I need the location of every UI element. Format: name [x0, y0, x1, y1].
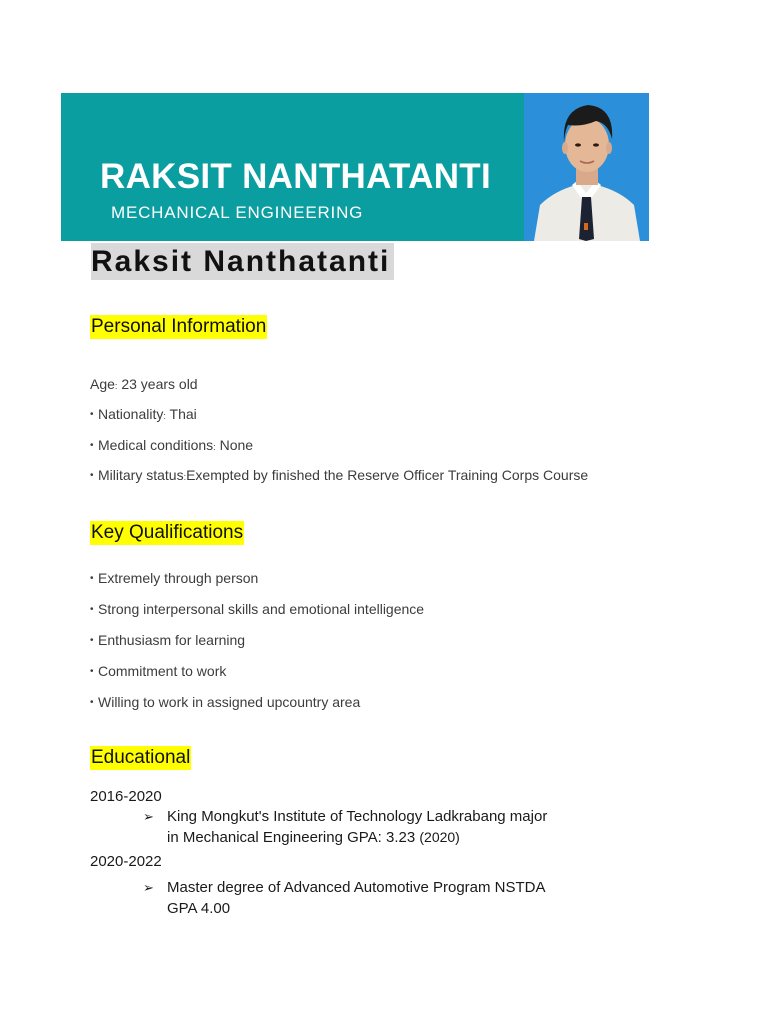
nationality-line: [90, 405, 197, 425]
bullet-icon: •: [90, 697, 94, 708]
separator: :: [183, 472, 187, 482]
educational-heading: Educational: [91, 747, 191, 768]
education-entry: [143, 806, 547, 848]
bullet-icon: •: [90, 440, 94, 451]
qualification-item: [90, 600, 424, 619]
separator: :: [213, 442, 216, 452]
qualification-item: [90, 693, 360, 712]
education-detail: in Mechanical Engineering GPA: 3.23: [167, 829, 416, 846]
qualification-text: Extremely through person: [98, 570, 259, 586]
qualification-text: Enthusiasm for learning: [98, 632, 246, 648]
bullet-icon: •: [90, 470, 94, 481]
personal-information-heading: Personal Information: [91, 316, 267, 337]
education-year-note: (2020): [419, 829, 460, 845]
age-value: 23 years old: [121, 376, 198, 392]
bullet-icon: •: [90, 666, 94, 677]
separator: :: [114, 381, 118, 391]
banner-subtitle: MECHANICAL ENGINEERING: [111, 203, 364, 222]
name-heading: Raksit Nanthatanti: [91, 243, 394, 280]
bullet-icon: •: [90, 409, 94, 420]
bullet-icon: •: [90, 604, 94, 615]
qualification-item: [90, 631, 245, 650]
education-line: Master degree of Advanced Automotive Program NSTDA: [167, 879, 546, 896]
header-banner: [61, 93, 524, 241]
profile-photo-illustration: [524, 93, 649, 241]
arrow-bullet-icon: ➢: [143, 809, 154, 824]
medical-conditions-value: None: [219, 437, 254, 453]
arrow-bullet-icon: ➢: [143, 880, 154, 895]
education-years: 2020-2022: [90, 853, 162, 870]
education-line-2: [167, 827, 547, 848]
profile-photo: [524, 93, 649, 241]
military-status-value: Exempted by finished the Reserve Officer Training Corps Course: [186, 467, 589, 483]
education-years: 2016-2020: [90, 788, 162, 805]
age-label: Age: [90, 376, 115, 392]
qualification-text: Commitment to work: [98, 663, 227, 679]
medical-conditions-label: Medical conditions: [98, 437, 214, 453]
qualification-item: [90, 569, 258, 588]
age-line: [90, 375, 198, 395]
key-qualifications-heading: Key Qualifications: [91, 522, 244, 543]
education-entry: [143, 877, 546, 919]
medical-conditions-line: [90, 436, 253, 456]
military-status-label: Military status: [98, 467, 184, 483]
qualification-text: Strong interpersonal skills and emotional intelligence: [98, 601, 425, 617]
bullet-icon: •: [90, 635, 94, 646]
education-line: King Mongkut's Institute of Technology Ladkrabang major: [167, 808, 548, 825]
banner-name: RAKSIT NANTHATANTI: [100, 157, 491, 196]
nationality-label: Nationality: [98, 406, 164, 422]
qualification-item: [90, 662, 226, 681]
separator: :: [163, 411, 166, 421]
qualification-text: Willing to work in assigned upcountry area: [98, 694, 361, 710]
military-status-line: [90, 466, 588, 486]
nationality-value: Thai: [169, 406, 197, 422]
education-detail: GPA 4.00: [167, 900, 231, 917]
bullet-icon: •: [90, 573, 94, 584]
